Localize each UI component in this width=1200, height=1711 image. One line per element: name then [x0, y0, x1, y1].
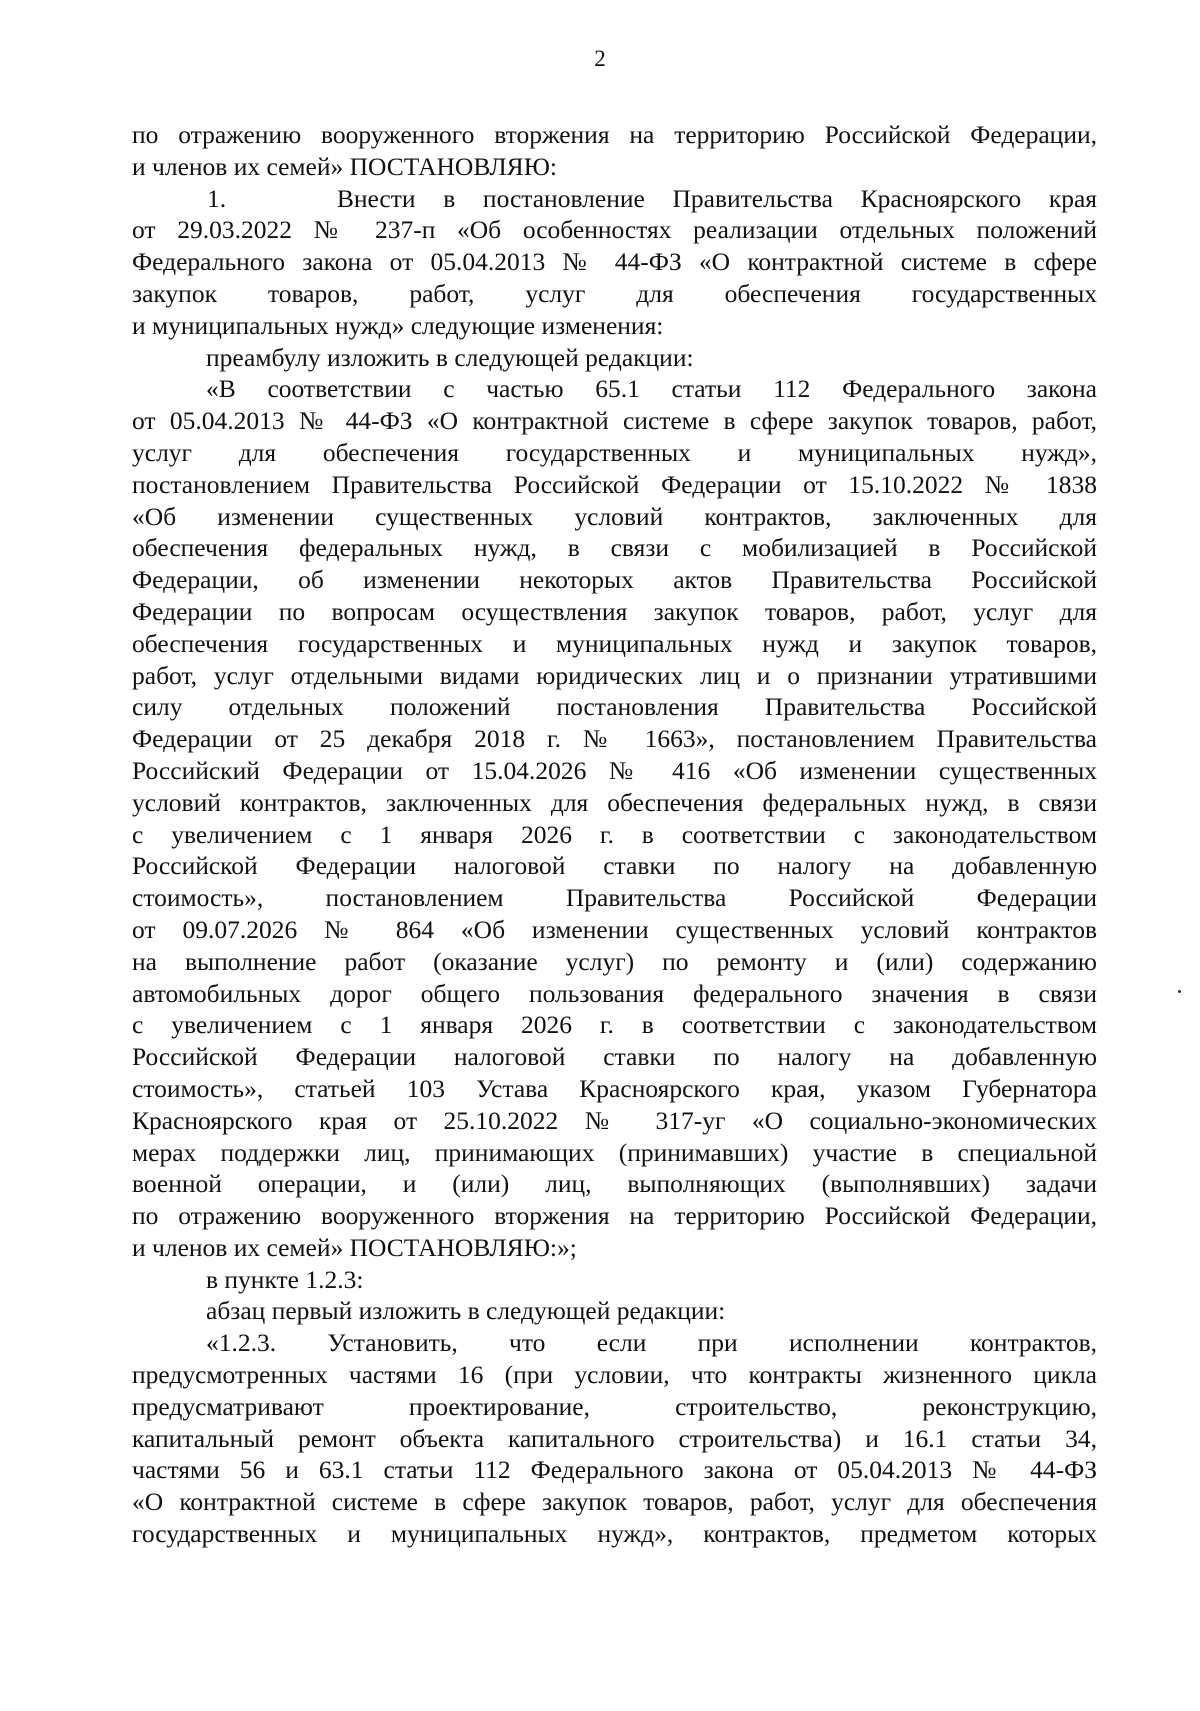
text-line: от 09.07.2026 № 864 «Об изменении существенных условий контрактов — [132, 914, 1097, 944]
document-body — [132, 119, 1097, 1550]
text-line: частями 56 и 63.1 статьи 112 Федерального закона от 05.04.2013 № 44-ФЗ — [132, 1455, 1097, 1485]
text-line: Федерального закона от 05.04.2013 № 44-ФЗ «О контрактной системе в сфере — [132, 247, 1097, 277]
text-line: предусмотренных частями 16 (при условии, что контракты жизненного цикла — [132, 1360, 1097, 1390]
text-line: Российской Федерации налоговой ставки по налогу на добавленную — [132, 851, 1097, 881]
text-line: Федерации по вопросам осуществления закупок товаров, работ, услуг для — [132, 596, 1097, 626]
text-line: постановлением Правительства Российской Федерации от 15.10.2022 № 1838 — [132, 469, 1097, 499]
text-line: стоимость», статьей 103 Устава Красноярского края, указом Губернатора — [132, 1073, 1097, 1103]
text-line: и членов их семей» ПОСТАНОВЛЯЮ: — [132, 151, 557, 181]
text-line: Красноярского края от 25.10.2022 № 317-уг «О социально-экономических — [132, 1105, 1097, 1135]
text-line: преамбулу изложить в следующей редакции: — [206, 342, 694, 372]
text-line: «1.2.3. Установить, что если при исполнении контрактов, — [206, 1328, 1097, 1358]
text-line: стоимость», постановлением Правительства Российской Федерации — [132, 883, 1097, 913]
text-line: предусматривают проектирование, строительство, реконструкцию, — [132, 1391, 1097, 1421]
text-line: закупок товаров, работ, услуг для обеспечения государственных — [132, 278, 1097, 308]
text-line: Федерации, об изменении некоторых актов Правительства Российской — [132, 565, 1097, 595]
text-line: и муниципальных нужд» следующие изменения: — [132, 310, 664, 340]
text-line: автомобильных дорог общего пользования федерального значения в связи — [132, 978, 1097, 1008]
text-line: мерах поддержки лиц, принимающих (принимавших) участие в специальной — [132, 1137, 1097, 1167]
text-line: работ, услуг отдельными видами юридических лиц и о признании утратившими — [132, 660, 1097, 690]
text-line: Российский Федерации от 15.04.2026 № 416 «Об изменении существенных — [132, 755, 1097, 785]
text-line: Федерации от 25 декабря 2018 г. № 1663», постановлением Правительства — [132, 724, 1097, 754]
text-line: Российской Федерации налоговой ставки по налогу на добавленную — [132, 1042, 1097, 1072]
page-number: 2 — [594, 46, 606, 71]
text-line: обеспечения государственных и муниципальных нужд и закупок товаров, — [132, 628, 1097, 658]
text-line: на выполнение работ (оказание услуг) по ремонту и (или) содержанию — [132, 946, 1097, 976]
text-line: капитальный ремонт объекта капитального строительства) и 16.1 статьи 34, — [132, 1423, 1097, 1453]
text-line: государственных и муниципальных нужд», контрактов, предметом которых — [132, 1519, 1097, 1549]
text-line: «В соответствии с частью 65.1 статьи 112 Федерального закона — [206, 374, 1097, 404]
text-line: и членов их семей» ПОСТАНОВЛЯЮ:»; — [132, 1232, 577, 1262]
text-line: с увеличением с 1 января 2026 г. в соответствии с законодательством — [132, 1010, 1097, 1040]
text-line: от 29.03.2022 № 237-п «Об особенностях реализации отдельных положений — [132, 215, 1097, 245]
text-line: военной операции, и (или) лиц, выполняющих (выполнявших) задачи — [132, 1169, 1097, 1199]
text-line: силу отдельных положений постановления Правительства Российской — [132, 692, 1097, 722]
text-line: обеспечения федеральных нужд, в связи с мобилизацией в Российской — [132, 533, 1097, 563]
text-line: с увеличением с 1 января 2026 г. в соответствии с законодательством — [132, 819, 1097, 849]
text-line: условий контрактов, заключенных для обеспечения федеральных нужд, в связи — [132, 787, 1097, 817]
text-line: «О контрактной системе в сфере закупок товаров, работ, услуг для обеспечения — [132, 1487, 1097, 1517]
text-line: абзац первый изложить в следующей редакции: — [206, 1296, 726, 1326]
text-line: 1. Внести в постановление Правительства Красноярского края — [207, 183, 1097, 213]
scan-speck — [1178, 990, 1181, 993]
text-line: по отражению вооруженного вторжения на территорию Российской Федерации, — [132, 120, 1097, 149]
text-line: от 05.04.2013 № 44-ФЗ «О контрактной системе в сфере закупок товаров, работ, — [132, 406, 1097, 436]
text-line: «Об изменении существенных условий контрактов, заключенных для — [132, 501, 1097, 531]
text-line: услуг для обеспечения государственных и муниципальных нужд», — [132, 437, 1097, 467]
text-line: по отражению вооруженного вторжения на территорию Российской Федерации, — [132, 1201, 1097, 1231]
text-line: в пункте 1.2.3: — [206, 1264, 364, 1294]
